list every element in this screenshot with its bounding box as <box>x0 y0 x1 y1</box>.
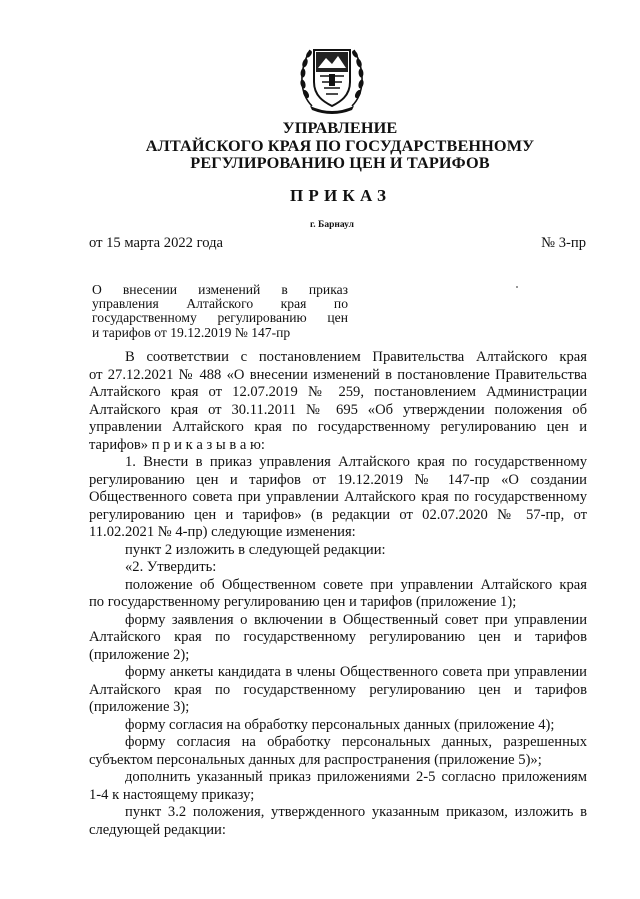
body-line: форму согласия на обработку персональных данных (приложение 4); <box>125 716 555 733</box>
agency-line: АЛТАЙСКОГО КРАЯ ПО ГОСУДАРСТВЕННОМУ <box>145 135 535 155</box>
subject-line: О внесении изменений в приказ <box>92 282 348 297</box>
body-line: тарифов» п р и к а з ы в а ю: <box>89 436 265 453</box>
body-line: 1-4 к настоящему приказу; <box>89 786 255 803</box>
body-line: управлении Алтайского края по государственному регулированию цен и <box>89 419 587 435</box>
body-line: Общественного совета при управлении Алтайского края по государственному <box>89 489 587 505</box>
subject-line: управления Алтайского края по <box>92 296 348 312</box>
agency-line: РЕГУЛИРОВАНИЮ ЦЕН И ТАРИФОВ <box>190 153 490 172</box>
subject-line: государственному регулированию цен <box>92 310 348 326</box>
body-line: по государственному регулированию цен и тарифов (приложение 1); <box>89 594 517 610</box>
body-line: Алтайского края от 12.07.2019 № 259, постановлением Администрации <box>89 384 587 400</box>
body-line: Алтайского края по государственному регулированию цен и тарифов <box>89 629 587 645</box>
body-line: В соответствии с постановлением Правительства Алтайского края <box>125 349 587 365</box>
city-label: г. Барнаул <box>310 220 354 230</box>
order-body-text <box>89 349 587 839</box>
body-line: «2. Утвердить: <box>125 559 217 575</box>
body-line: субъектом персональных данных для распространения (приложение 5)»; <box>89 751 542 768</box>
body-line: форму анкеты кандидата в члены Общественного совета при управлении <box>125 664 587 680</box>
body-line: регулированию цен и тарифов» (в редакции от 02.07.2020 № 57-пр, от <box>89 506 587 523</box>
body-line: форму согласия на обработку персональных данных, разрешенных <box>125 734 587 750</box>
document-type-title: ПРИКАЗ <box>290 186 392 205</box>
order-date: от 15 марта 2022 года <box>89 235 224 251</box>
agency-name <box>120 119 560 172</box>
body-line: форму заявления о включении в Общественный совет при управлении <box>125 611 587 628</box>
order-number: № 3-пр <box>541 235 586 251</box>
body-line: пункт 2 изложить в следующей редакции: <box>125 541 386 558</box>
body-line: дополнить указанный приказ приложениями 2-5 согласно приложениям <box>125 769 587 785</box>
body-line: следующей редакции: <box>89 821 226 838</box>
coat-of-arms-emblem-icon <box>296 36 368 116</box>
body-line: (приложение 2); <box>89 646 190 663</box>
body-line: 11.02.2021 № 4-пр) следующие изменения: <box>89 524 356 540</box>
scan-speck <box>516 286 518 288</box>
body-line: от 27.12.2021 № 488 «О внесении изменений в постановление Правительства <box>89 366 587 383</box>
body-line: (приложение 3); <box>89 699 190 715</box>
body-line: положение об Общественном совете при управлении Алтайского края <box>125 576 587 593</box>
body-line: Алтайского края по государственному регулированию цен и тарифов <box>89 681 587 698</box>
body-line: регулированию цен и тарифов от 19.12.2019 № 147-пр «О создании <box>89 471 587 488</box>
subject-line: и тарифов от 19.12.2019 № 147-пр <box>92 324 291 340</box>
body-line: 1. Внести в приказ управления Алтайского края по государственному <box>125 454 587 470</box>
body-line: Алтайского края от 30.11.2011 № 695 «Об утверждении положения об <box>89 401 587 418</box>
order-subject <box>92 283 348 340</box>
agency-line: УПРАВЛЕНИЕ <box>282 118 398 137</box>
body-line: пункт 3.2 положения, утвержденного указанным приказом, изложить в <box>125 804 587 820</box>
